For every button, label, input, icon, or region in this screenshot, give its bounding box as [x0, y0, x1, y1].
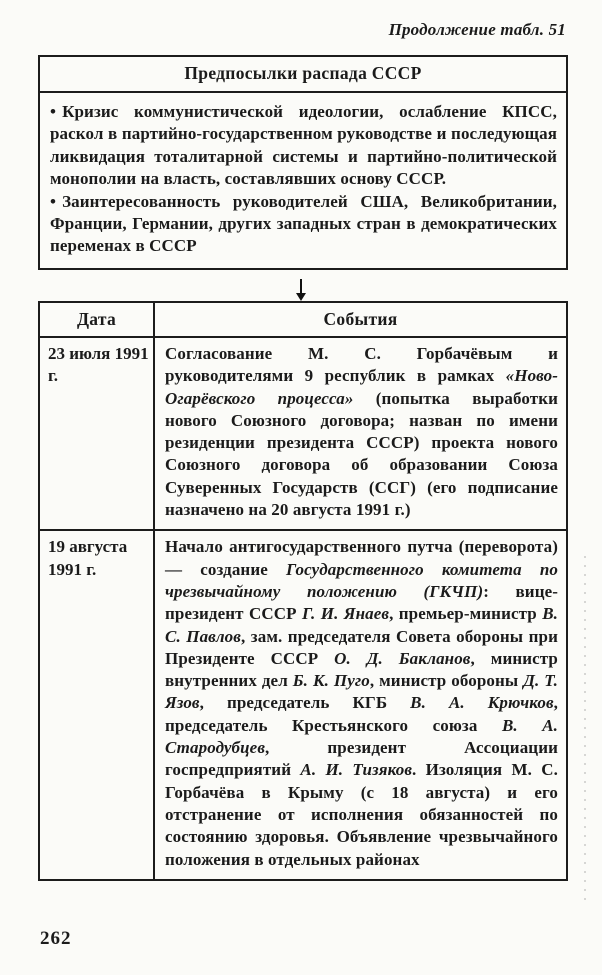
- premises-title: Предпосылки распада СССР: [40, 57, 566, 93]
- scan-noise-artifact: [584, 556, 586, 904]
- table-header-row: [40, 303, 566, 338]
- table-row: [40, 531, 566, 878]
- events-cell: Начало антигосударственного путча (переворота) — создание Государственного комитета по чрезвычайному положению (ГКЧП): вице-президент СССР Г. И. Янаев, премьер-министр В. С. Павлов, зам. председателя Совета обороны при Президенте СССР О. Д. Бакланов, министр внутренних дел Б. К. Пуго, министр обороны Д. Т. Язов, председатель КГБ В. А. Крючков, председатель Крестьянского союза В. А. Стародубцев, президент Ассоциации госпредприятий А. И. Тизяков. Изоляция М. С. Горбачёва в Крыму (с 18 августа) и его отстранение от исполнения обязанностей по состоянию здоровья. Объявление чрезвычайного положения в отдельных районах: [165, 537, 558, 869]
- bullet-text: Кризис коммунистической идеологии, ослабление КПСС, раскол в партийно-государственном руководстве и последующая ликвидация тоталитарной системы и партийно-политической монополии на власть, составлявших основу СССР.: [50, 102, 557, 189]
- column-header-date: Дата: [40, 303, 155, 336]
- down-arrow-icon: [300, 279, 302, 295]
- table-continuation-note: Продолжение табл. 51: [388, 20, 566, 39]
- bullet-item: [50, 101, 557, 191]
- date-cell: 23 июля 1991 г.: [40, 338, 155, 529]
- premises-body: [40, 93, 566, 268]
- bullet-icon: •: [50, 102, 57, 121]
- events-table: [38, 301, 568, 881]
- bullet-text: Заинтересованность руководителей США, Великобритании, Франции, Германии, других западных стран в демократических переменах в СССР: [50, 191, 557, 256]
- bullet-item: [50, 191, 557, 258]
- bullet-icon: •: [50, 191, 57, 211]
- date-cell: 19 августа 1991 г.: [40, 531, 155, 878]
- page-number: 262: [40, 928, 72, 949]
- table-row: [40, 338, 566, 531]
- premises-box: [38, 55, 568, 270]
- column-header-events: События: [323, 309, 398, 329]
- events-cell: Согласование М. С. Горбачёвым и руководителями 9 республик в рамках «Ново-Огарёвского процесса» (попытка выработки нового Союзного договора; назван по имени резиденции президента СССР) проекта нового Союзного договора об образовании Союза Суверенных Государств (ССГ) (его подписание назначено на 20 августа 1991 г.): [165, 344, 558, 520]
